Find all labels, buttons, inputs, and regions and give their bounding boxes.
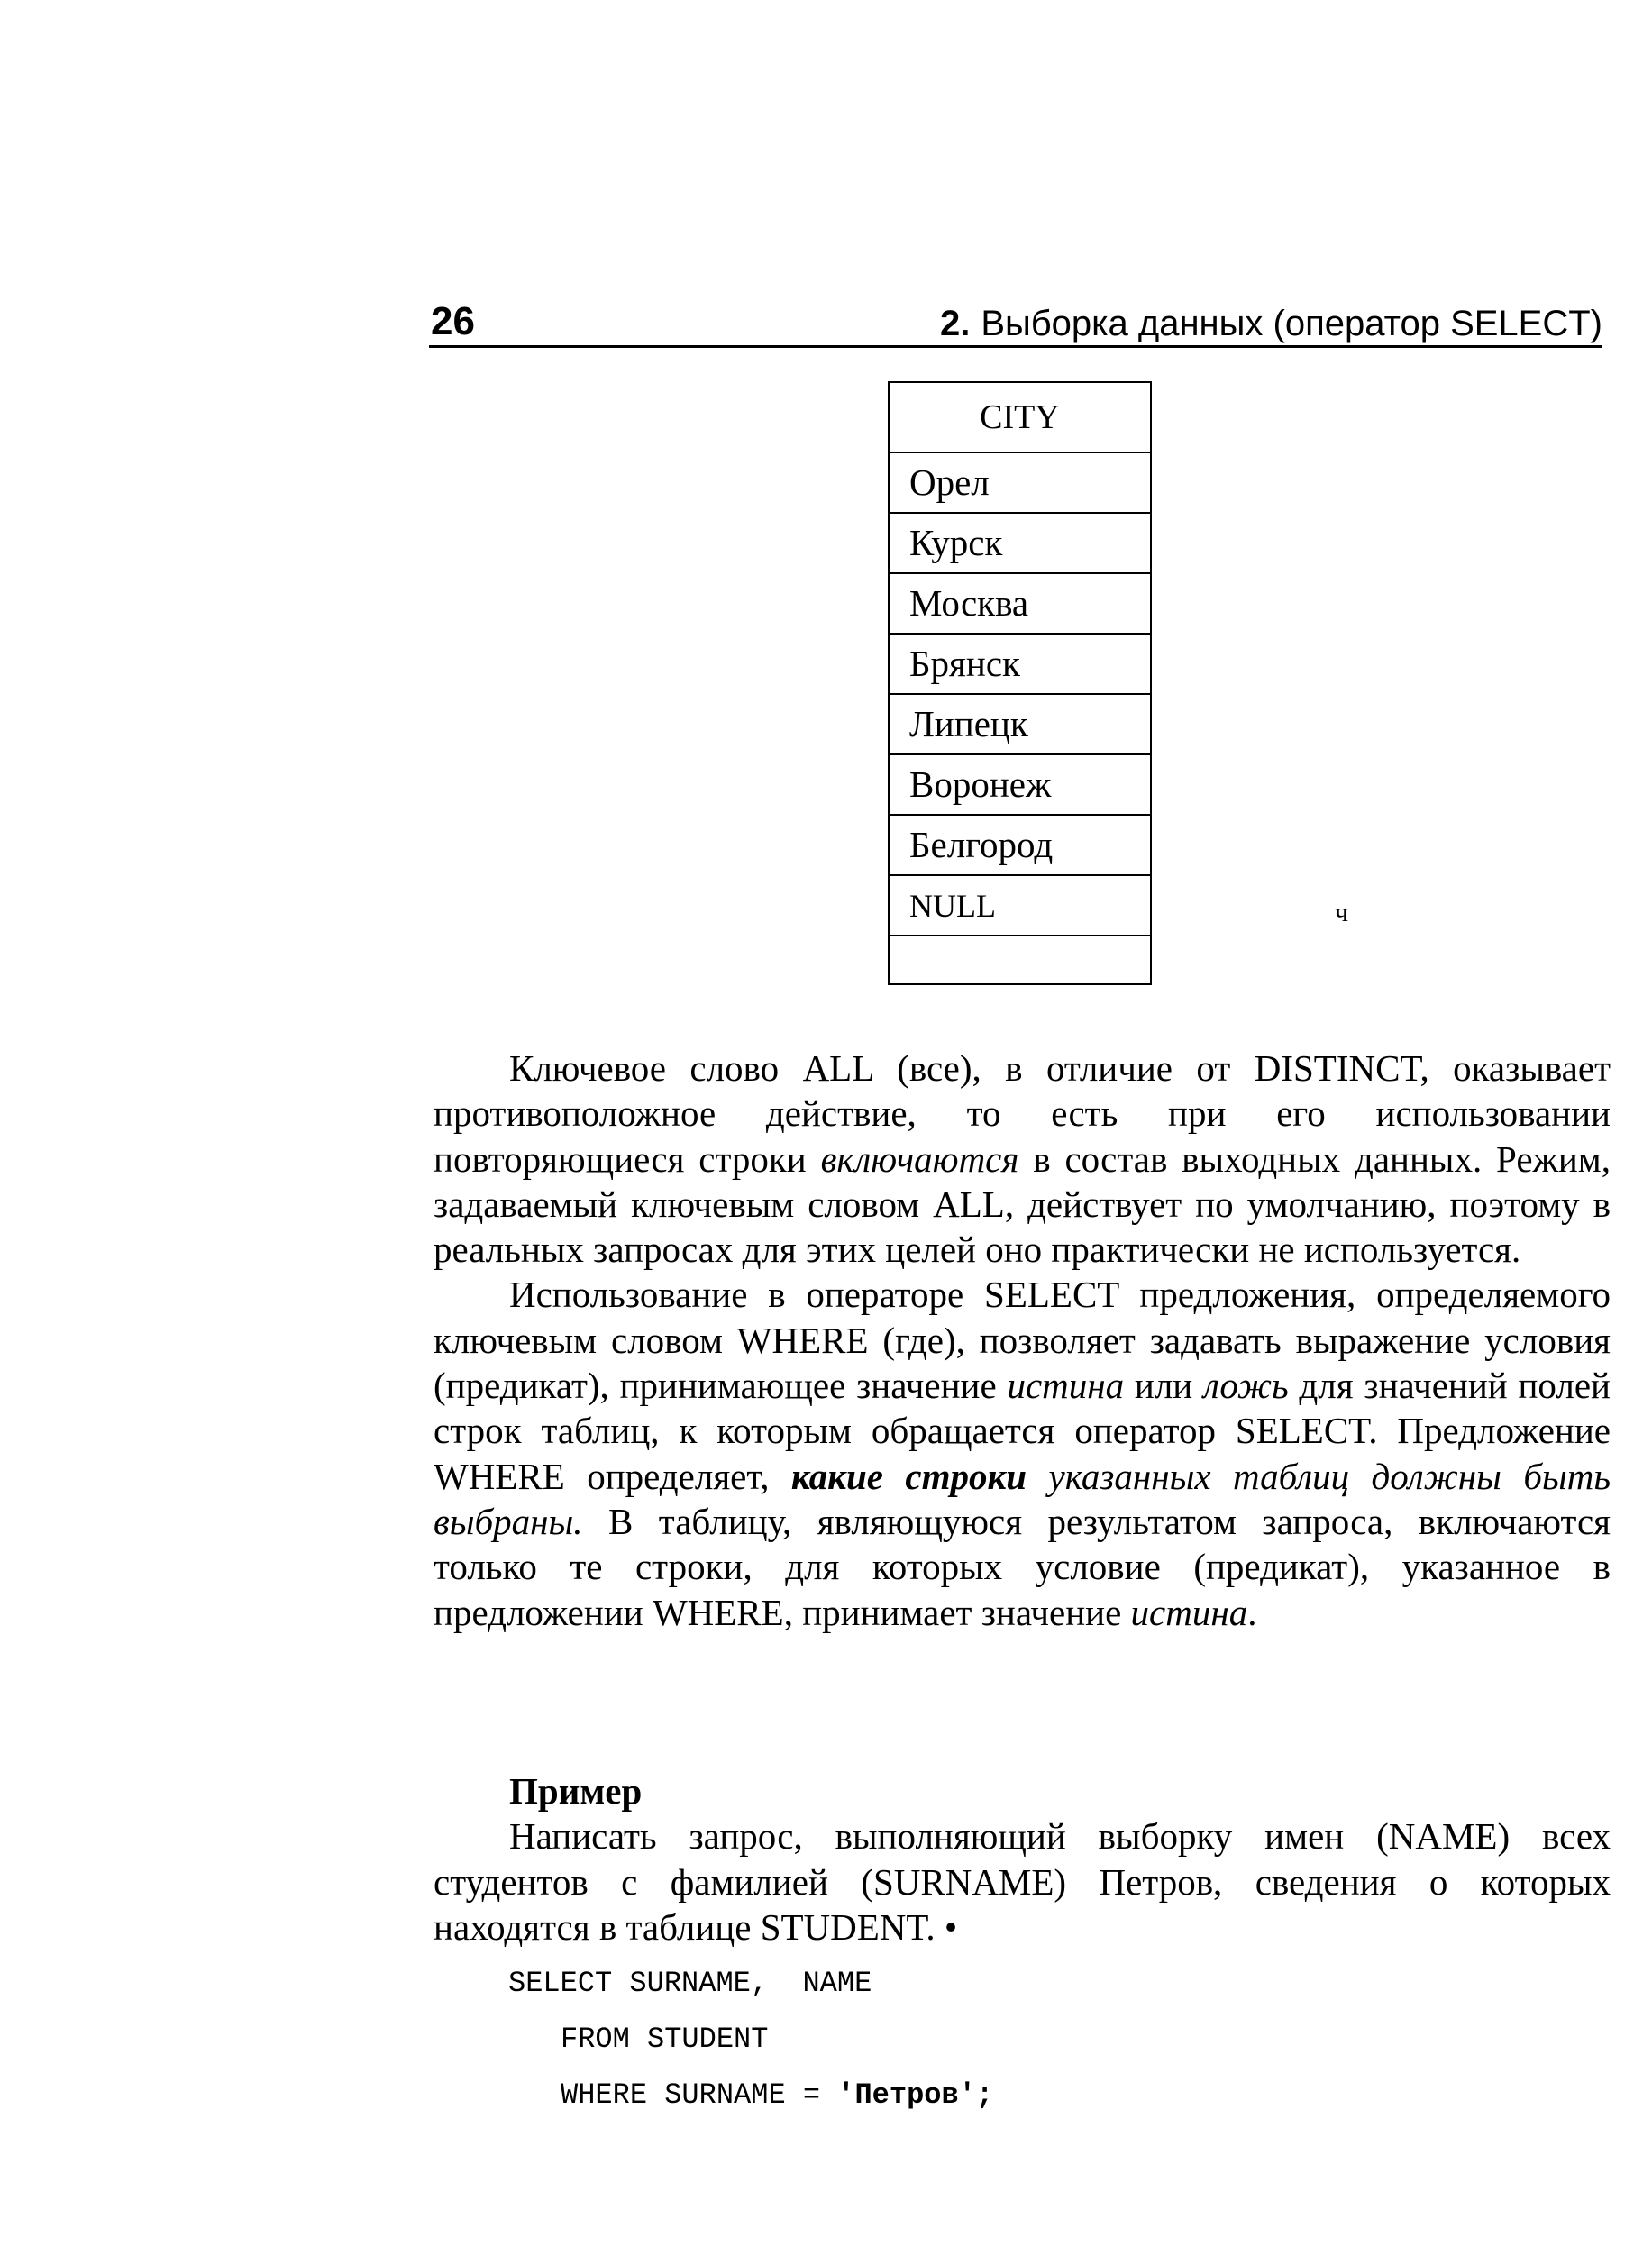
page-number: 26 [431,299,475,343]
table-cell-null: NULL [889,875,1151,936]
strong-emphasis: какие строки [790,1455,1027,1497]
emphasis: истина [1007,1365,1125,1407]
table-cell: Орел [889,452,1151,513]
code-block [508,1969,993,2137]
table-cell-empty [889,936,1151,984]
code-line: SELECT SURNAME, NAME [508,1967,872,2000]
paragraph-all [434,1046,1611,1272]
emphasis: включаются [820,1137,1019,1180]
paragraph-text: для значений полей строк таблиц, к которым обращается оператор SELECT. Предложение WHERE определяет, [434,1365,1611,1497]
table-cell: Белгород [889,815,1151,875]
emphasis: ложь [1203,1365,1289,1407]
paragraph-text: в состав выходных данных. Режим, задаваемый ключевым словом ALL, действует по умолчанию, поэтому в реальных запросах для этих целей оно практически не используется. [434,1137,1611,1271]
paragraph-text: Ключевое слово ALL (все), в отличие от DISTINCT, оказывает противоположное действие, то есть при его использовании повторяющиеся строки [434,1047,1611,1180]
paragraph-text: . [1247,1591,1257,1633]
table-cell: Курск [889,513,1151,573]
table-cell: Москва [889,573,1151,634]
chapter-title-text: Выборка данных (оператор SELECT) [981,304,1602,343]
table-cell: Липецк [889,694,1151,754]
paragraph-text: или [1124,1365,1203,1407]
table-cell: Воронеж [889,754,1151,815]
paragraph-text: Использование в операторе SELECT предложения, определяемого ключевым словом WHERE (где), позволяет задавать выражение условия (предикат), принимающее значение [434,1274,1611,1407]
paragraph-where [434,1272,1611,1634]
code-line: FROM STUDENT [561,2023,769,2056]
example-text: Написать запрос, выполняющий выборку имен (NAME) всех студентов с фамилией (SURNAME) Петров, сведения о которых находятся в таблице STUDENT. • [434,1815,1611,1948]
example-heading: Пример [509,1770,643,1812]
city-table [888,381,1152,985]
example-block [434,1768,1611,1950]
emphasis: указанных таблиц должны быть выбраны. [434,1455,1611,1542]
stray-mark: ч [1335,898,1349,927]
table-cell: Брянск [889,634,1151,694]
chapter-title [940,306,1602,342]
code-text: WHERE SURNAME = [561,2078,838,2112]
code-literal: 'Петров'; [837,2078,994,2112]
body-text [434,1046,1611,1635]
code-line [508,2078,994,2137]
paragraph-text: В таблицу, являющуюся результатом запроса, включаются только те строки, для которых условие (предикат), указанное в предложении WHERE, принимает значение [434,1500,1611,1633]
table-header-city: CITY [889,382,1151,452]
emphasis: истина [1130,1591,1248,1633]
chapter-number: 2. [939,304,971,343]
running-header [429,293,1602,348]
